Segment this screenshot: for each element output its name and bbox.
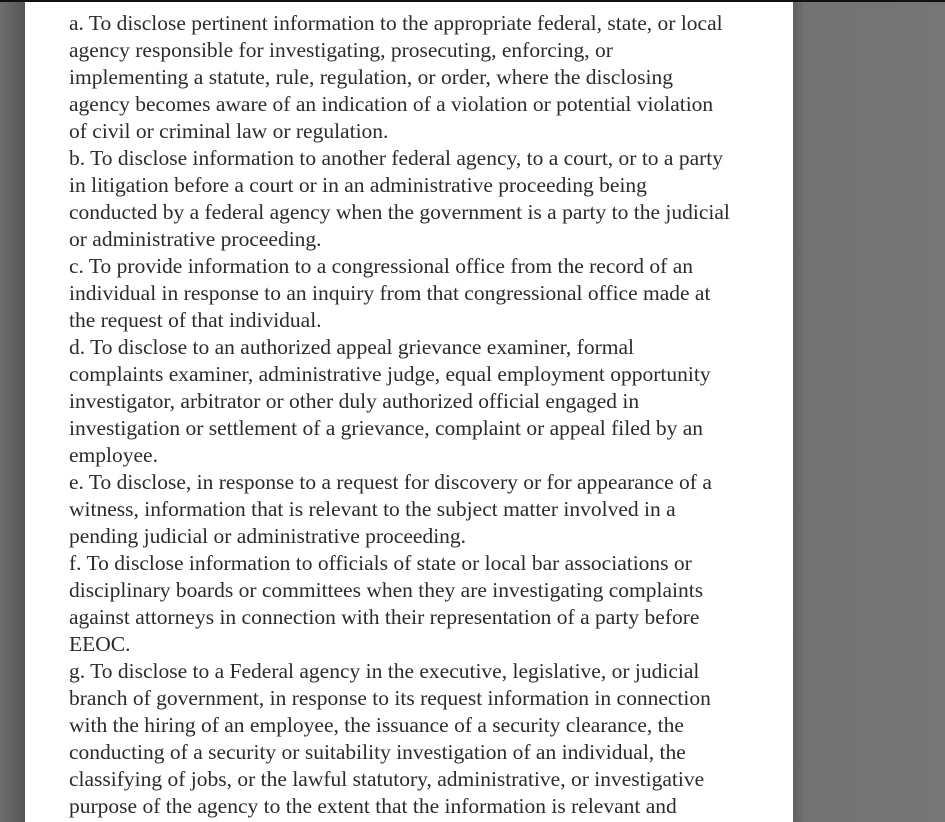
text-line: implementing a statute, rule, regulation, or order, where the disclosing <box>69 65 673 89</box>
text-line: classifying of jobs, or the lawful statutory, administrative, or investigative <box>69 767 705 791</box>
text-line: e. To disclose, in response to a request for discovery or for appearance of a <box>69 470 712 494</box>
document-page <box>25 0 793 822</box>
text-line: the request of that individual. <box>69 308 322 332</box>
text-line: disciplinary boards or committees when they are investigating complaints <box>69 578 704 602</box>
text-line: with the hiring of an employee, the issuance of a security clearance, the <box>69 713 684 737</box>
text-line: c. To provide information to a congressional office from the record of an <box>69 254 693 278</box>
text-line: conducted by a federal agency when the government is a party to the judicial <box>69 200 730 224</box>
text-line: d. To disclose to an authorized appeal grievance examiner, formal <box>69 335 634 359</box>
text-line: a. To disclose pertinent information to the appropriate federal, state, or local <box>69 11 723 35</box>
text-line: purpose of the agency to the extent that the information is relevant and <box>69 794 677 818</box>
text-line: investigation or settlement of a grievance, complaint or appeal filed by an <box>69 416 704 440</box>
document-text <box>69 10 730 820</box>
text-line: conducting of a security or suitability investigation of an individual, the <box>69 740 686 764</box>
text-line: agency responsible for investigating, prosecuting, enforcing, or <box>69 38 613 62</box>
text-line: agency becomes aware of an indication of a violation or potential violation <box>69 92 714 116</box>
text-line: branch of government, in response to its request information in connection <box>69 686 711 710</box>
text-line: pending judicial or administrative proceeding. <box>69 524 467 548</box>
text-line: b. To disclose information to another federal agency, to a court, or to a party <box>69 146 724 170</box>
text-line: complaints examiner, administrative judge, equal employment opportunity <box>69 362 711 386</box>
text-line: witness, information that is relevant to the subject matter involved in a <box>69 497 676 521</box>
text-line: or administrative proceeding. <box>69 227 322 251</box>
text-line: g. To disclose to a Federal agency in the executive, legislative, or judicial <box>69 659 700 683</box>
text-line: employee. <box>69 443 158 467</box>
text-line: of civil or criminal law or regulation. <box>69 119 389 143</box>
viewer-top-border <box>0 0 945 2</box>
viewer-background-right <box>793 0 945 822</box>
text-line: in litigation before a court or in an administrative proceeding being <box>69 173 647 197</box>
text-line: EEOC. <box>69 632 131 656</box>
viewer-background-left <box>0 0 25 822</box>
text-line: investigator, arbitrator or other duly authorized official engaged in <box>69 389 640 413</box>
text-line: f. To disclose information to officials of state or local bar associations or <box>69 551 692 575</box>
text-line: against attorneys in connection with their representation of a party before <box>69 605 700 629</box>
text-line: individual in response to an inquiry from that congressional office made at <box>69 281 711 305</box>
